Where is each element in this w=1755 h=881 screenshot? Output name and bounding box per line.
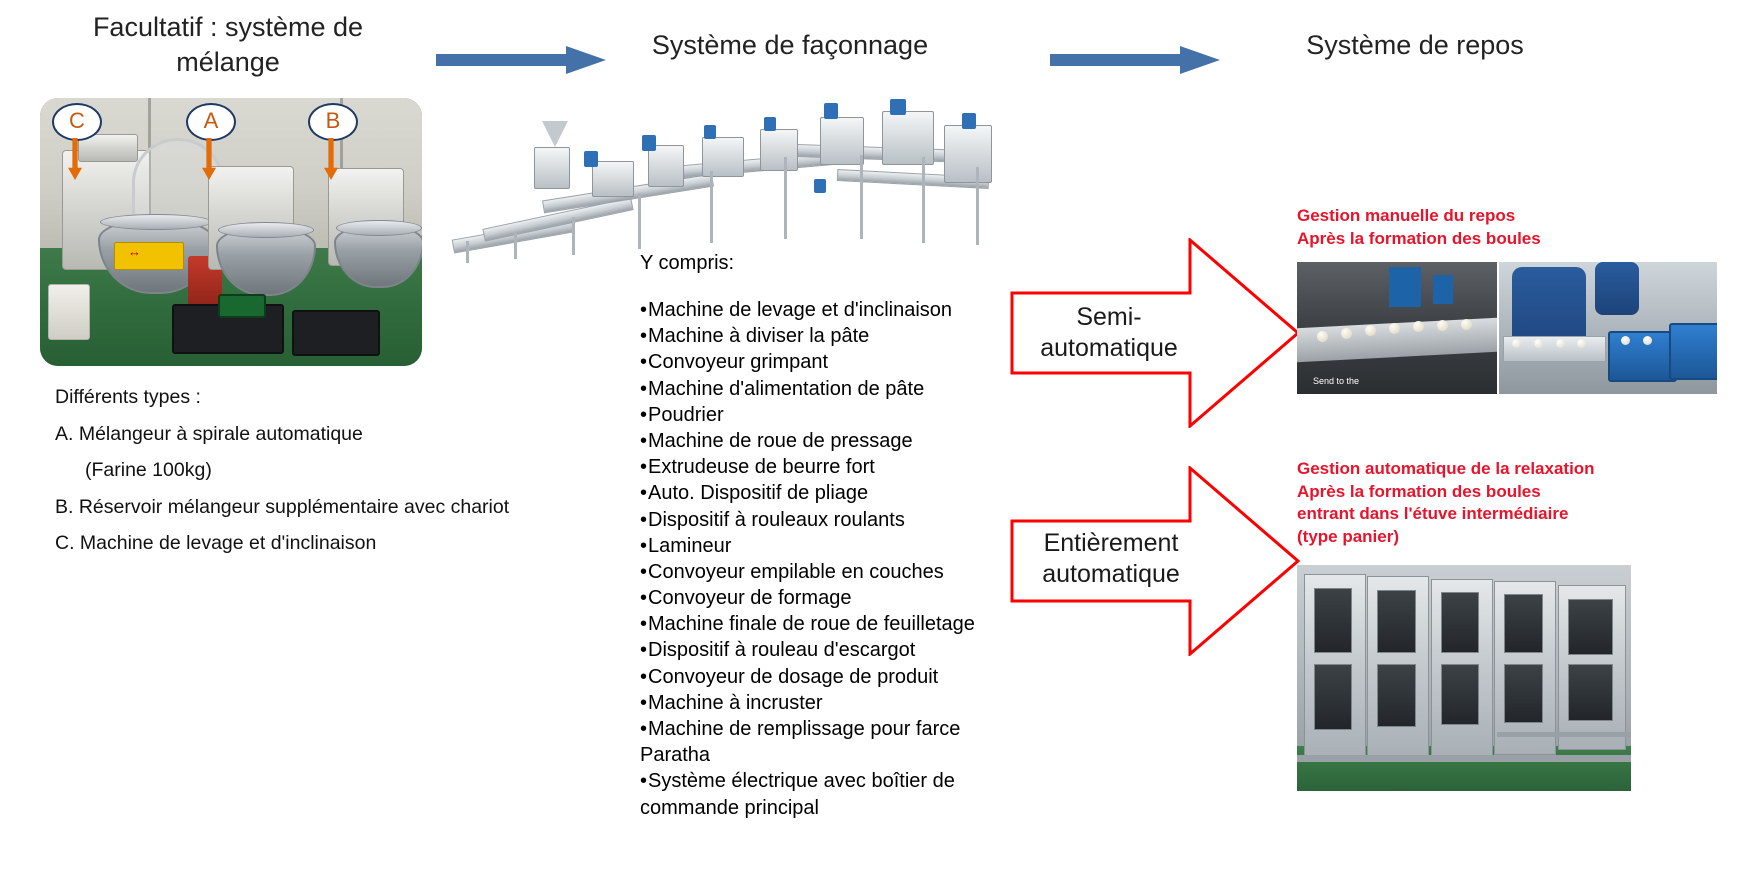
- automatic-resting-caption-line2: Après la formation des boules: [1297, 481, 1541, 501]
- fully-automatic-label-line1: Entièrement: [1043, 529, 1179, 557]
- shaping-includes-block: [640, 252, 1035, 821]
- list-item: • Dispositif à rouleaux roulants: [640, 507, 1035, 533]
- list-item: • Machine de remplissage pour farce Paratha: [640, 716, 1035, 768]
- fully-automatic-label-line2: automatique: [1042, 559, 1180, 588]
- blue-arrow-mixing-to-shaping: [436, 46, 606, 72]
- callout-badge-a: A: [186, 103, 236, 141]
- mixing-lead: Différents types :: [55, 386, 201, 408]
- semi-automatic-label-line2: automatique: [1040, 333, 1178, 362]
- list-item: • Dispositif à rouleau d'escargot: [640, 637, 1035, 663]
- list-item: • Machine à incruster: [640, 690, 1035, 716]
- mixing-item-a: A. Mélangeur à spirale automatique: [55, 422, 363, 445]
- callout-arrow-a: [202, 135, 216, 183]
- list-item: • Machine de roue de pressage: [640, 428, 1035, 454]
- list-item: • Auto. Dispositif de pliage: [640, 480, 1035, 506]
- list-item: • Convoyeur de dosage de produit: [640, 664, 1035, 690]
- mixing-item-a-sub: (Farine 100kg): [85, 459, 212, 481]
- automatic-resting-caption-line3: entrant dans l'étuve intermédiaire: [1297, 504, 1569, 524]
- semi-automatic-label-line1: Semi-: [1076, 303, 1142, 331]
- semi-automatic-label: [1024, 302, 1194, 363]
- shaping-includes-heading: Y compris:: [640, 252, 735, 274]
- list-item: • Convoyeur empilable en couches: [640, 559, 1035, 585]
- mixer-photo: ↔: [40, 98, 422, 366]
- list-item: • Extrudeuse de beurre fort: [640, 454, 1035, 480]
- shaping-line-photo: [452, 95, 997, 265]
- shaping-includes-list: [640, 297, 1035, 821]
- list-item: • Convoyeur grimpant: [640, 349, 1035, 375]
- blue-arrow-shaping-to-resting: [1050, 46, 1220, 72]
- mixing-item-b: B. Réservoir mélangeur supplémentaire avec chariot: [55, 495, 510, 518]
- list-item: • Système électrique avec boîtier de commande principal: [640, 768, 1035, 820]
- fully-automatic-label: [1018, 528, 1204, 589]
- callout-arrow-b: [324, 135, 338, 183]
- list-item: • Machine à diviser la pâte: [640, 323, 1035, 349]
- list-item: • Convoyeur de formage: [640, 585, 1035, 611]
- list-item: • Machine de levage et d'inclinaison: [640, 297, 1035, 323]
- page-title-resting: Système de repos: [1306, 30, 1524, 60]
- callout-arrow-c: [68, 135, 82, 183]
- callout-badge-c: C: [52, 103, 102, 141]
- callout-badge-b: B: [308, 103, 358, 141]
- automatic-resting-photo-proofer: [1297, 565, 1631, 791]
- page-title-shaping: Système de façonnage: [651, 30, 929, 60]
- list-item: • Machine finale de roue de feuilletage: [640, 611, 1035, 637]
- page-title-mixing: Facultatif : système de mélange: [92, 12, 364, 77]
- manual-resting-photo-conveyor: [1297, 262, 1497, 394]
- list-item: • Lamineur: [640, 533, 1035, 559]
- automatic-resting-caption-line1: Gestion automatique de la relaxation: [1297, 459, 1595, 478]
- list-item: • Poudrier: [640, 402, 1035, 428]
- automatic-resting-caption: [1297, 458, 1727, 548]
- manual-resting-caption-line1: Gestion manuelle du repos: [1297, 206, 1516, 225]
- manual-resting-photo-worker: [1499, 262, 1717, 394]
- photo-watermark: Send to the: [1313, 376, 1360, 387]
- manual-resting-caption: [1297, 205, 1717, 250]
- automatic-resting-caption-line4: (type panier): [1297, 526, 1400, 546]
- mixing-item-c: C. Machine de levage et d'inclinaison: [55, 532, 377, 554]
- mixing-description: [55, 388, 575, 571]
- list-item: • Machine d'alimentation de pâte: [640, 376, 1035, 402]
- manual-resting-caption-line2: Après la formation des boules: [1297, 228, 1541, 248]
